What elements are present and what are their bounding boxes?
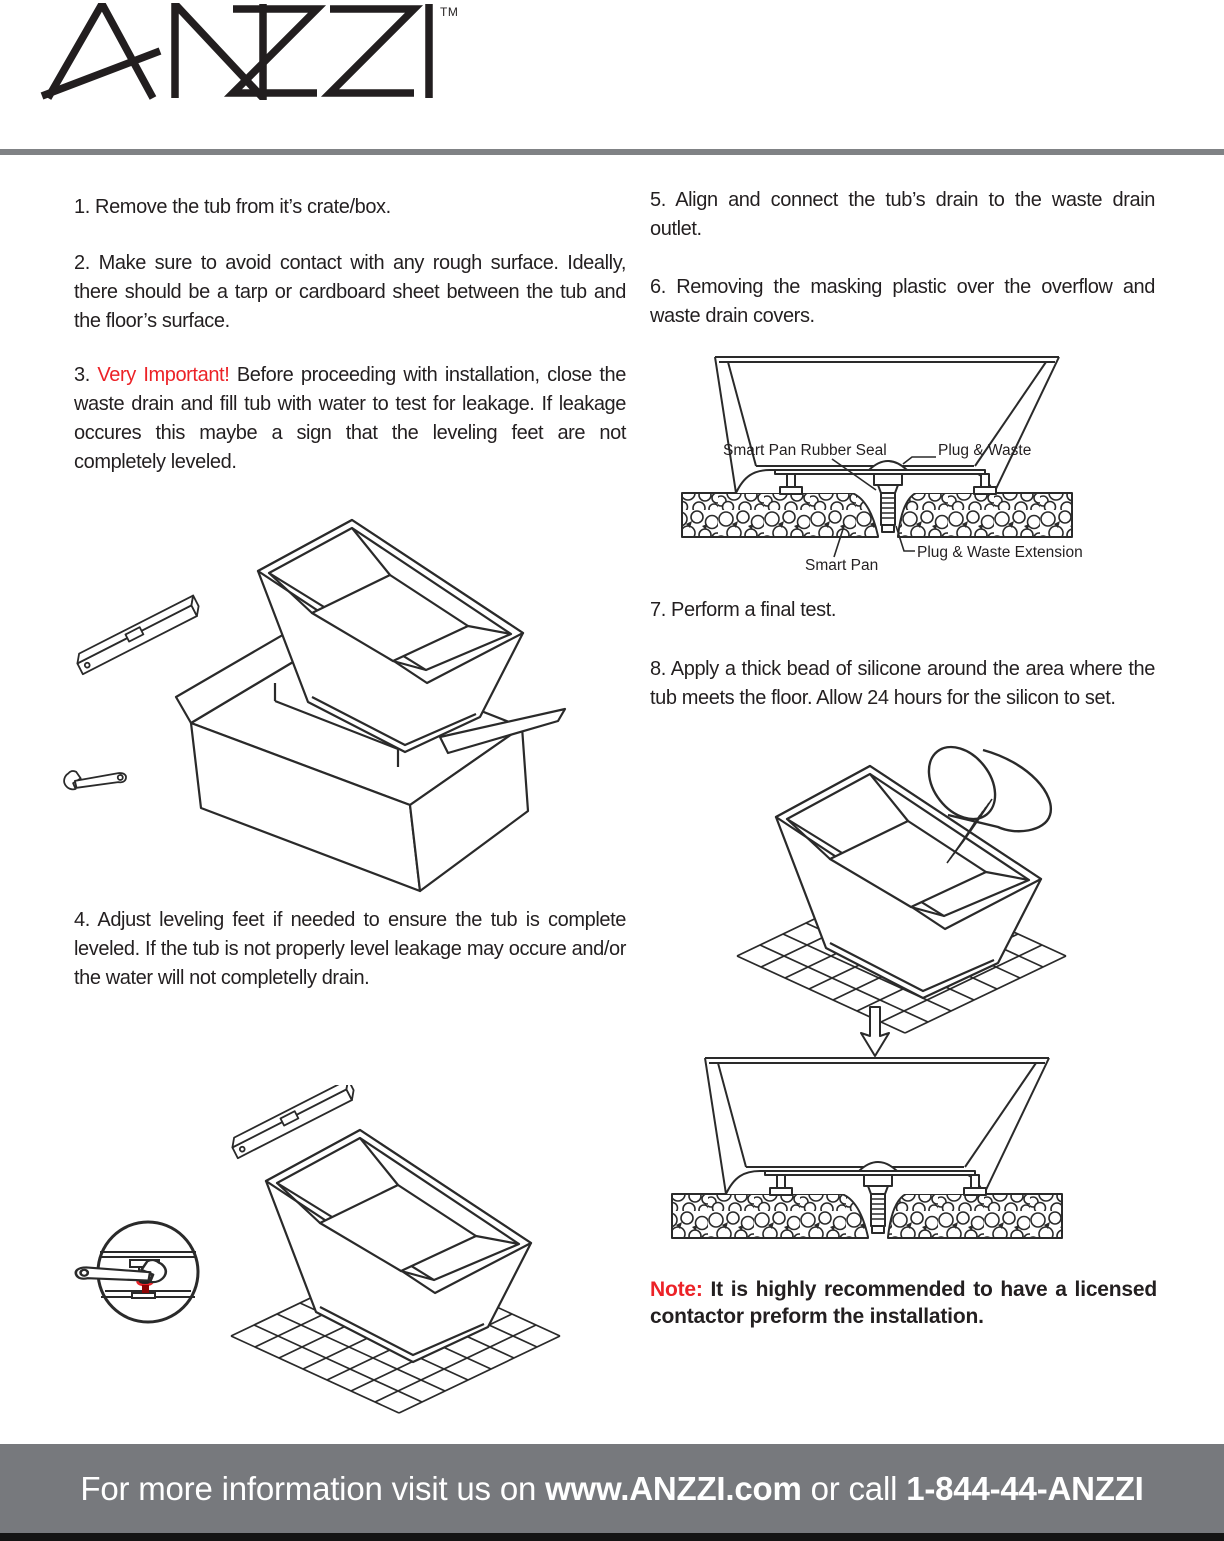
footer-phone-number[interactable]: 1-844-44-ANZZI [906,1469,1144,1507]
unboxing-illustration [60,505,575,897]
silicone-pour-illustration [700,735,1085,1045]
step-3-text: Before proceeding with installation, close the waste drain and fill tub with water to test for leakage. If leakage occures this maybe a sign that the leveling feet are not completely leveled. [74,364,626,473]
level-tool-icon [74,596,202,675]
step-7-text: 7. Perform a final test. [650,599,837,621]
step-5-text: 5. Align and connect the tub’s drain to the waste drain outlet. [650,189,1155,240]
tub-crosssection [672,1058,1062,1238]
logo-letter-z2 [330,9,414,93]
note-label: Note: [650,1278,703,1301]
instruction-step-7 [650,596,1155,625]
step-8-text: 8. Apply a thick bead of silicone around the area where the tub meets the floor. Allow 24 hours for the silicon to set. [650,658,1155,709]
instruction-step-1 [74,193,626,222]
logo-letter-z1 [233,9,317,93]
footer-website-link[interactable]: www.ANZZI.com [545,1469,802,1507]
label-smart-pan-rubber-seal: Smart Pan Rubber Seal [723,442,887,459]
step-2-text: 2. Make sure to avoid contact with any rough surface. Ideally, there should be a tarp or cardboard sheet between the tub and the floor’s surface. [74,252,626,332]
label-smart-pan: Smart Pan [805,557,879,574]
footer-mid-text: or call [801,1469,907,1507]
instruction-step-6 [650,273,1155,331]
step-4-text: 4. Adjust leveling feet if needed to ensure the tub is complete leveled. If the tub is not properly level leakage may occure and/or the water will not completelly drain. [74,909,626,989]
leveling-foot-detail [76,1222,198,1322]
installer-note [650,1276,1157,1330]
note-text: It is highly recommended to have a licensed contactor preform the installation. [650,1278,1157,1328]
wrench-icon [63,766,126,790]
header-divider-rule [0,149,1224,155]
instruction-step-5 [650,186,1155,244]
trademark-mark: TM [440,5,459,19]
footer-bottom-rule [0,1533,1224,1541]
footer-contact-bar [0,1444,1224,1533]
anzzi-logo [37,3,467,100]
logo-letter-n [175,4,263,98]
label-plug-and-waste: Plug & Waste [938,442,1032,459]
instruction-step-2 [74,249,626,336]
drain-crosssection-diagram [672,350,1182,580]
installed-tub-crosssection [662,1051,1172,1246]
footer-pre-text: For more information visit us on [80,1469,546,1507]
foot-stem-highlight [142,1285,149,1293]
leveling-illustration [55,1085,570,1435]
instruction-step-3 [74,361,626,477]
step-6-text: 6. Removing the masking plastic over the overflow and waste drain covers. [650,276,1155,327]
step-3-warning-text: Very Important! [97,364,230,386]
step-1-text: 1. Remove the tub from it’s crate/box. [74,196,391,218]
instruction-step-8 [650,655,1155,713]
label-plug-and-waste-extension: Plug & Waste Extension [917,544,1083,561]
instruction-step-4 [74,906,626,993]
step-3-number: 3. [74,364,98,386]
